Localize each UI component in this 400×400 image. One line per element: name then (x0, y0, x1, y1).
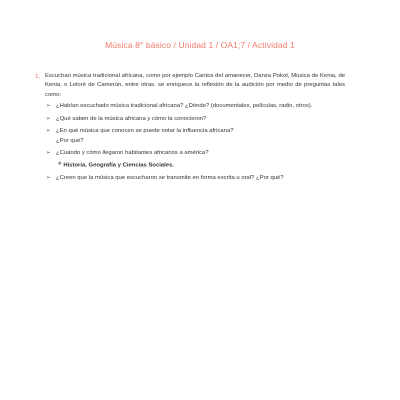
activity-number: 1. (35, 73, 41, 80)
arrow-bullet-icon: ➢ (46, 115, 51, 122)
arrow-bullet-icon: ➢ (46, 174, 51, 181)
arrow-bullet-icon: ➢ (46, 150, 51, 157)
question-item (45, 115, 345, 124)
question-item (45, 127, 345, 146)
activity-item (35, 72, 345, 187)
arrow-bullet-icon: ➢ (46, 103, 51, 110)
cross-curricular-note (56, 159, 345, 171)
note-text: Historia, Geografía y Ciencias Sociales. (63, 162, 174, 169)
question-text: ¿En qué música que conocen se puede notar la influencia africana? (56, 128, 234, 135)
registered-mark-icon: ® (58, 160, 62, 166)
question-text: ¿Habían escuchado música tradicional africana? ¿Dónde? (documentales, películas, radio, otros). (56, 103, 313, 110)
activity-intro: Escuchan música tradicional africana, como por ejemplo Cantos del amanecer, Danza Pokot, Música de Kenia, de Kenia, o Leloré de Camerún, entre otras. se enriquece la reflexión de la audición por medio de preguntas tales como: (45, 73, 345, 98)
page-title: Música 8° básico / Unidad 1 / OA1;7 / Actividad 1 (105, 40, 295, 50)
question-item (45, 174, 345, 183)
question-text: ¿Qué saben de la música africana y cómo la conocieron? (56, 115, 207, 122)
arrow-bullet-icon: ➢ (46, 128, 51, 135)
question-item (45, 149, 345, 170)
question-list (45, 102, 345, 183)
question-text-continued: ¿Por qué? (56, 137, 84, 144)
question-text: ¿Cuándo y cómo llegaron habitantes africanos a américa? (56, 150, 209, 157)
question-text: ¿Creen que la música que escucharon se transmite en forma escrita u oral? ¿Por qué? (56, 174, 284, 181)
question-item (45, 102, 345, 111)
